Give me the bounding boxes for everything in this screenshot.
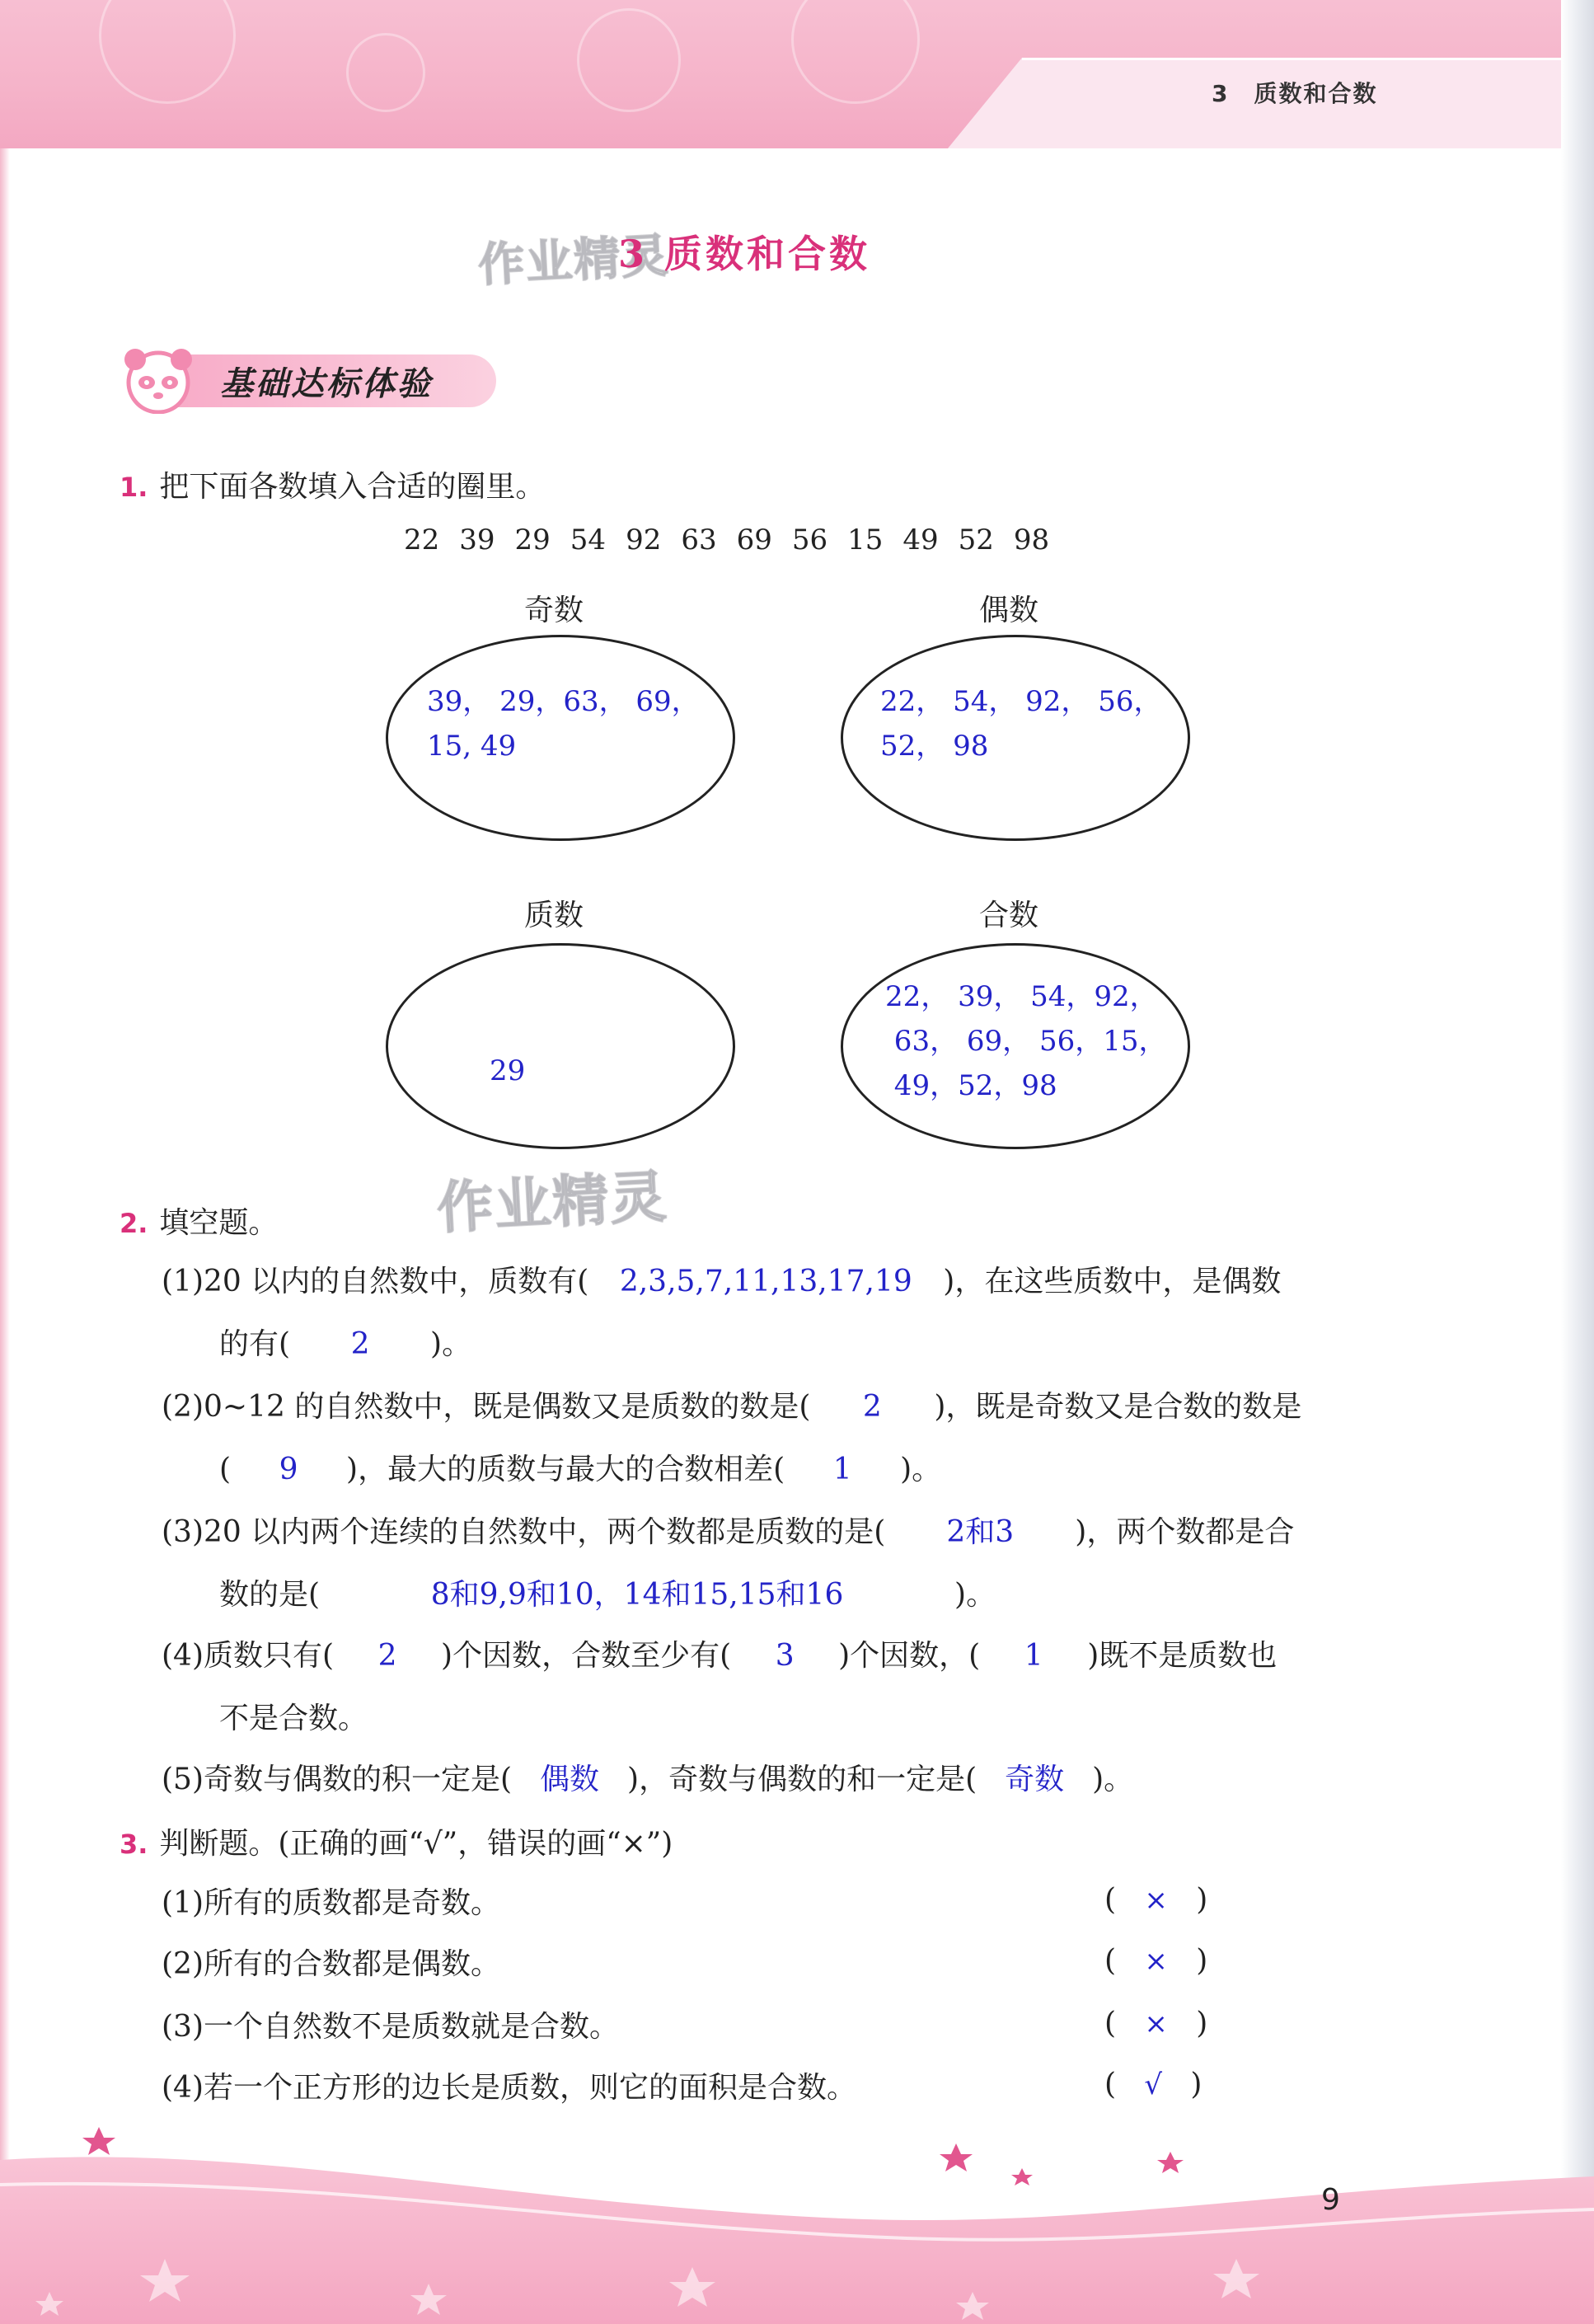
text-segment: (	[219, 1453, 232, 1486]
number-item: 69	[736, 523, 772, 556]
text-segment: )，在这些质数中，是偶数	[943, 1265, 1282, 1298]
judge-text: (1)所有的质数都是奇数。	[162, 1886, 500, 1920]
number-item: 56	[791, 523, 828, 556]
section-banner	[117, 346, 496, 414]
q2-item-3-line-2	[219, 1575, 996, 1616]
page-header	[0, 0, 1594, 148]
answer-blank: 奇数	[1005, 1763, 1065, 1796]
q2-item-2-line-1	[162, 1387, 1301, 1428]
q2-item-1-line-2	[219, 1324, 471, 1365]
q2-item-4-line-1	[162, 1636, 1277, 1677]
number-item: 22	[404, 523, 440, 556]
answer-blank: 1	[1024, 1639, 1043, 1673]
answer-blank: 2	[350, 1327, 370, 1361]
question-prompt: 把下面各数填入合适的圈里。	[159, 470, 546, 504]
number-item: 63	[681, 523, 717, 556]
judge-mark: √	[1144, 2068, 1163, 2101]
right-page-edge	[1561, 0, 1594, 2324]
circle-label-odd: 奇数	[524, 594, 584, 627]
judge-item-4	[162, 2068, 856, 2109]
number-item: 54	[570, 523, 607, 556]
watermark: 作业精灵	[476, 228, 671, 293]
header-tab-line	[1022, 58, 1594, 60]
answer-blank: 2,3,5,7,11,13,17,19	[619, 1265, 912, 1298]
circle-label-composite: 合数	[979, 899, 1039, 932]
answer-blank: 8和9,9和10，14和15,15和16	[430, 1578, 844, 1612]
judge-item-3	[162, 2007, 619, 2048]
text-segment: )。	[954, 1578, 996, 1612]
text-segment: 的有(	[219, 1327, 291, 1361]
decor-ring	[791, 0, 920, 104]
text-segment: (1)20 以内的自然数中，质数有(	[162, 1265, 589, 1298]
judge-answer-4: ( √ )	[1104, 2068, 1203, 2101]
question-number: 3.	[120, 1829, 148, 1860]
q2-item-4-line-2	[219, 1698, 368, 1739]
decor-ring	[346, 33, 425, 112]
q2-item-1-line-1	[162, 1261, 1281, 1303]
number-item: 29	[514, 523, 551, 556]
circle-label-prime: 质数	[524, 899, 584, 932]
answer-blank: 偶数	[540, 1763, 600, 1796]
text-segment: )，两个数都是合	[1075, 1515, 1295, 1549]
judge-mark: ×	[1144, 1945, 1168, 1978]
page-footer	[0, 2127, 1594, 2324]
page-number: 9	[1321, 2183, 1340, 2217]
chapter-number: 3	[1212, 80, 1230, 107]
text-segment: 数的是(	[219, 1578, 321, 1612]
question-number: 2.	[120, 1208, 148, 1239]
text-segment: )，既是奇数又是合数的数是	[934, 1390, 1302, 1424]
watermark: 作业精灵	[435, 1164, 670, 1242]
judge-item-2	[162, 1944, 500, 1985]
answer-blank: 2	[862, 1390, 882, 1424]
answer-composite: 22， 39， 54，92， 63， 69， 56，15， 49，52，98	[885, 980, 1167, 1102]
judge-answer-3: ( × )	[1104, 2007, 1208, 2040]
text-segment: )个因数，合数至少有(	[441, 1639, 732, 1673]
judge-text: (3)一个自然数不是质数就是合数。	[162, 2010, 619, 2044]
judge-answer-1: ( × )	[1104, 1883, 1208, 1917]
judge-text: (2)所有的合数都是偶数。	[162, 1947, 500, 1981]
section-label: 基础达标体验	[220, 365, 433, 403]
answer-blank: 9	[279, 1453, 298, 1486]
answer-even: 22， 54， 92， 56， 52， 98	[880, 685, 1162, 763]
answer-prime: 29	[490, 1054, 526, 1087]
question-prompt: 判断题。(正确的画“√”，错误的画“×”)	[159, 1827, 673, 1861]
decor-ring	[99, 0, 236, 104]
footer-wave	[0, 2127, 1594, 2324]
left-page-edge	[0, 148, 10, 2185]
number-item: 98	[1013, 523, 1050, 556]
ellipse-prime	[386, 943, 735, 1149]
question-number: 1.	[120, 472, 148, 503]
text-segment: )。	[1092, 1763, 1134, 1796]
judge-answer-2: ( × )	[1104, 1944, 1208, 1978]
judge-mark: ×	[1144, 1884, 1168, 1917]
question-1	[120, 463, 545, 505]
answer-blank: 2和3	[946, 1515, 1015, 1549]
circle-label-even: 偶数	[979, 594, 1039, 627]
question-prompt: 填空题。	[159, 1206, 279, 1240]
text-segment: )既不是质数也	[1087, 1639, 1278, 1673]
q2-item-5-line-1	[162, 1759, 1133, 1801]
running-title	[1212, 76, 1378, 109]
decor-ring	[577, 8, 681, 112]
q2-item-3-line-1	[162, 1512, 1294, 1553]
text-segment: )。	[900, 1453, 942, 1486]
q2-item-2-line-2	[219, 1449, 941, 1491]
answer-blank: 1	[832, 1453, 852, 1486]
question-3	[120, 1820, 673, 1862]
chapter-title: 质数和合数	[1254, 80, 1378, 107]
answer-blank: 2	[377, 1639, 397, 1673]
answer-odd: 39， 29，63， 69， 15, 49	[427, 685, 700, 763]
text-segment: 不是合数。	[219, 1702, 368, 1735]
number-item: 39	[459, 523, 495, 556]
answer-blank: 3	[775, 1639, 795, 1673]
text-segment: (3)20 以内两个连续的自然数中，两个数都是质数的是(	[162, 1515, 886, 1549]
text-segment: )个因数，(	[838, 1639, 981, 1673]
text-segment: )。	[430, 1327, 472, 1361]
lesson-title: 3 质数和合数	[618, 232, 871, 276]
panda-icon	[117, 346, 199, 414]
number-item: 52	[958, 523, 994, 556]
number-item: 92	[626, 523, 662, 556]
text-segment: )，奇数与偶数的和一定是(	[627, 1763, 977, 1796]
text-segment: (2)0~12 的自然数中，既是偶数又是质数的数是(	[162, 1390, 811, 1424]
number-item: 15	[847, 523, 884, 556]
text-segment: (5)奇数与偶数的积一定是(	[162, 1763, 513, 1796]
judge-mark: ×	[1144, 2007, 1168, 2040]
number-list	[404, 523, 1069, 556]
judge-text: (4)若一个正方形的边长是质数，则它的面积是合数。	[162, 2071, 856, 2105]
text-segment: (4)质数只有(	[162, 1639, 335, 1673]
text-segment: )，最大的质数与最大的合数相差(	[346, 1453, 785, 1486]
number-item: 49	[902, 523, 939, 556]
judge-item-1	[162, 1883, 500, 1924]
question-2	[120, 1200, 278, 1242]
